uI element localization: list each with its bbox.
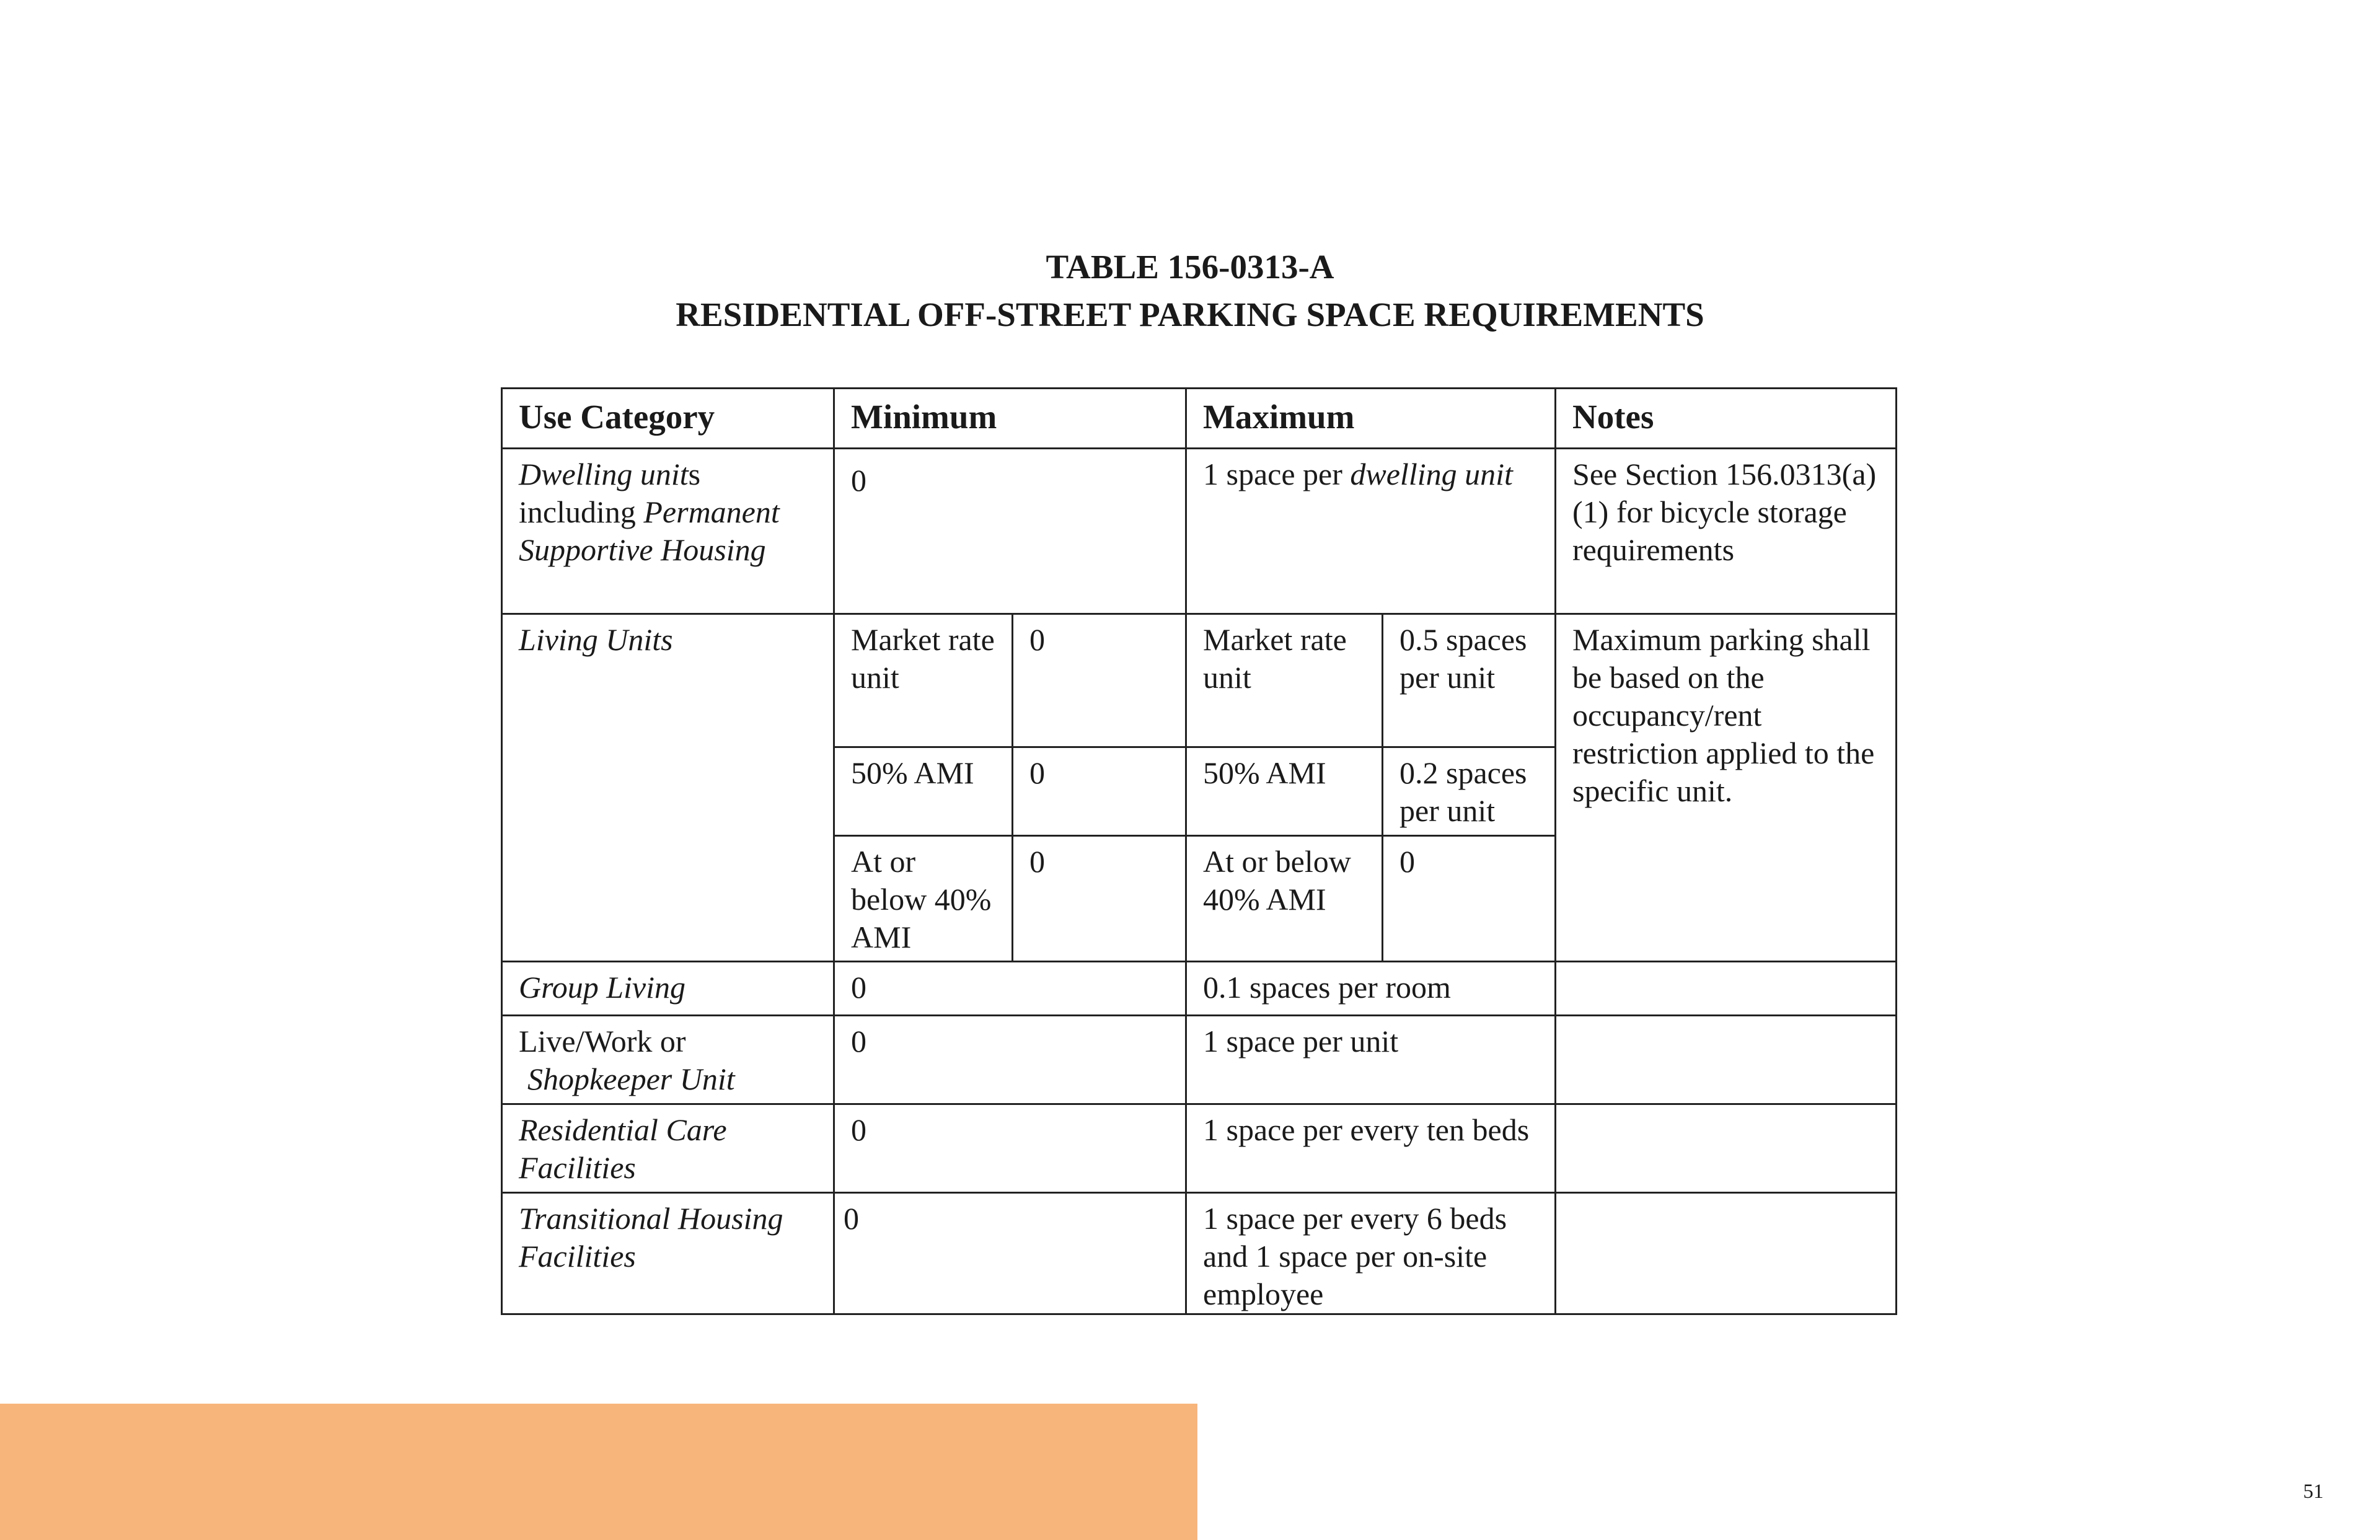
group-category: Group Living	[502, 962, 834, 1016]
table-row	[502, 614, 1897, 747]
table-row	[502, 1104, 1897, 1193]
market-min-label: Market rate unit	[834, 614, 1013, 747]
header-row	[502, 389, 1897, 449]
care-notes	[1556, 1104, 1897, 1193]
group-minimum: 0	[834, 962, 1186, 1016]
table-number: TABLE 156-0313-A	[1046, 248, 1334, 286]
footer-color-band	[0, 1404, 1197, 1540]
livework-notes	[1556, 1016, 1897, 1104]
living-notes: Maximum parking shall be based on the occupancy/rent restriction applied to the specific unit.	[1556, 614, 1897, 962]
group-maximum: 0.1 spaces per room	[1186, 962, 1556, 1016]
dwelling-notes: See Section 156.0313(a)(1) for bicycle storage requirements	[1556, 449, 1897, 614]
group-notes	[1556, 962, 1897, 1016]
page-number: 51	[2303, 1481, 2324, 1503]
care-category: Residential Care Facilities	[502, 1104, 834, 1193]
ami40-min-label: At or below 40% AMI	[834, 836, 1013, 962]
market-max-value: 0.5 spaces per unit	[1383, 614, 1556, 747]
header-use-category: Use Category	[502, 389, 834, 449]
ami50-max-label: 50% AMI	[1186, 747, 1383, 836]
transitional-minimum: 0	[834, 1193, 1186, 1314]
table-row	[502, 962, 1897, 1016]
ami40-max-label: At or below 40% AMI	[1186, 836, 1383, 962]
table-heading: RESIDENTIAL OFF-STREET PARKING SPACE REQUIREMENTS	[676, 296, 1704, 333]
header-maximum: Maximum	[1186, 389, 1556, 449]
parking-requirements-table	[501, 387, 1897, 1315]
transitional-category: Transitional Housing Facilities	[502, 1193, 834, 1314]
livework-minimum: 0	[834, 1016, 1186, 1104]
table-row	[502, 1193, 1897, 1314]
table-row	[502, 449, 1897, 614]
care-maximum: 1 space per every ten beds	[1186, 1104, 1556, 1193]
header-notes: Notes	[1556, 389, 1897, 449]
transitional-maximum: 1 space per every 6 beds and 1 space per on-site employee	[1186, 1193, 1556, 1314]
dwelling-category: Dwelling units including Permanent Supportive Housing	[502, 449, 834, 614]
care-minimum: 0	[834, 1104, 1186, 1193]
living-category: Living Units	[502, 614, 834, 962]
livework-category: Live/Work or Shopkeeper Unit	[502, 1016, 834, 1104]
market-min-value: 0	[1013, 614, 1186, 747]
dwelling-maximum: 1 space per dwelling unit	[1186, 449, 1556, 614]
ami40-min-value: 0	[1013, 836, 1186, 962]
ami50-max-value: 0.2 spaces per unit	[1383, 747, 1556, 836]
transitional-notes	[1556, 1193, 1897, 1314]
header-minimum: Minimum	[834, 389, 1186, 449]
dwelling-minimum: 0	[834, 449, 1186, 614]
table-row	[502, 1016, 1897, 1104]
livework-maximum: 1 space per unit	[1186, 1016, 1556, 1104]
ami40-max-value: 0	[1383, 836, 1556, 962]
ami50-min-value: 0	[1013, 747, 1186, 836]
ami50-min-label: 50% AMI	[834, 747, 1013, 836]
table-title	[0, 243, 2380, 338]
market-max-label: Market rate unit	[1186, 614, 1383, 747]
